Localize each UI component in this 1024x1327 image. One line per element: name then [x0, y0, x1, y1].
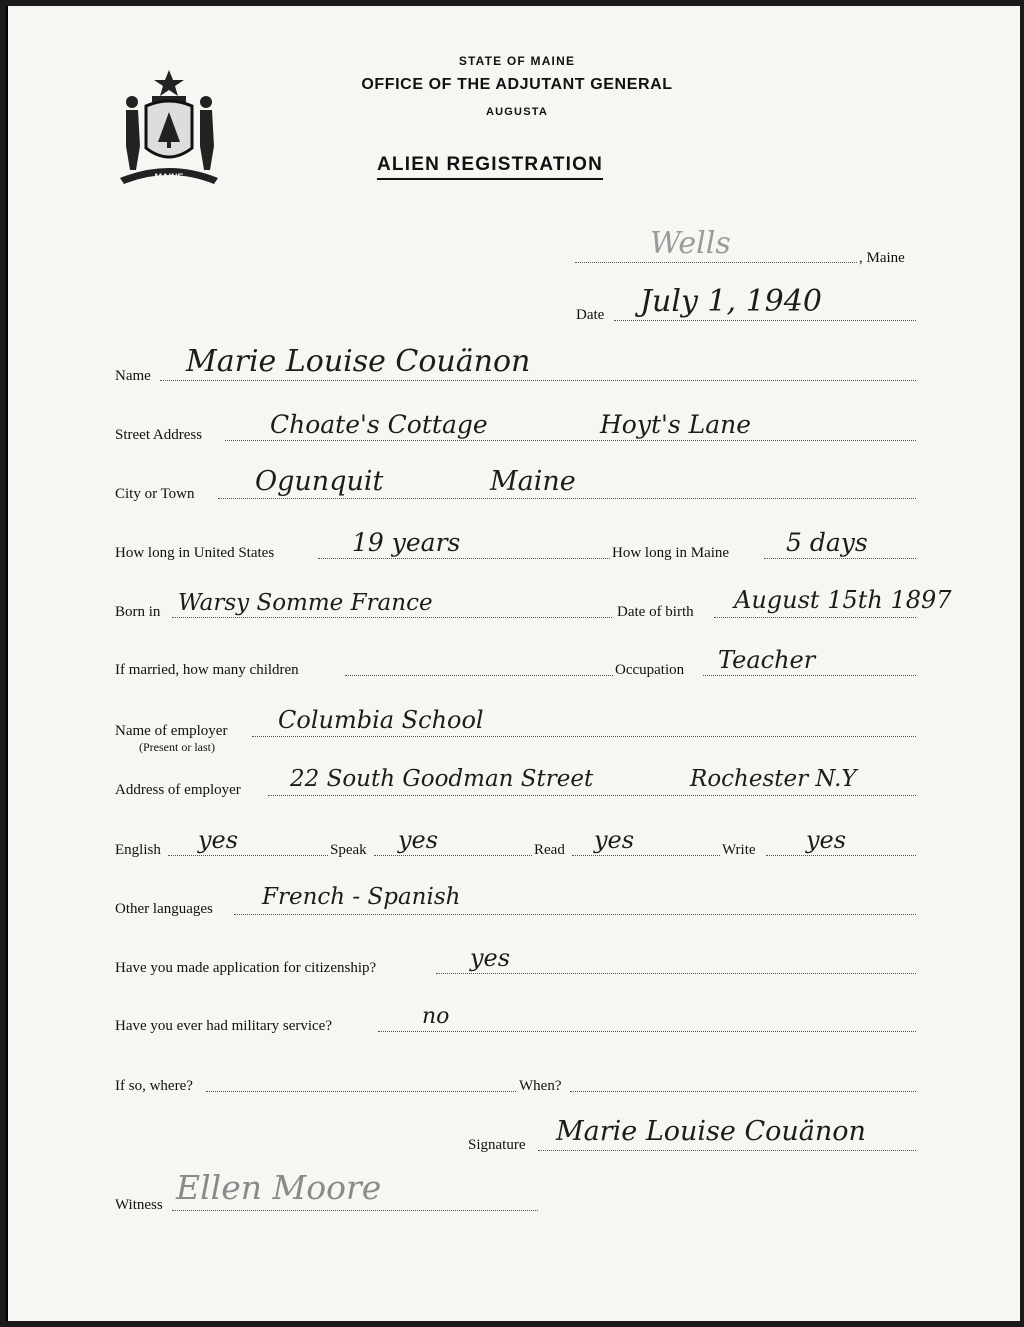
- occupation-line: [703, 675, 916, 676]
- street-line: [225, 440, 916, 441]
- born-in-value: Warsy Somme France: [178, 590, 433, 616]
- other-languages-line: [234, 914, 916, 915]
- citizenship-label: Have you made application for citizenship?: [115, 960, 377, 976]
- military-line: [378, 1031, 916, 1032]
- city-label: City or Town: [115, 486, 195, 502]
- street-label: Street Address: [115, 427, 203, 443]
- date-value: July 1, 1940: [640, 284, 822, 319]
- employer-line: [252, 736, 916, 737]
- name-value: Marie Louise Couänon: [186, 344, 531, 379]
- city-line: [218, 498, 916, 499]
- office-heading: OFFICE OF THE ADJUTANT GENERAL: [361, 76, 673, 93]
- employer-value: Columbia School: [278, 706, 484, 734]
- date-label: Date: [576, 307, 605, 323]
- signature-line: [538, 1150, 916, 1151]
- english-value: yes: [198, 826, 239, 854]
- date-of-birth-label: Date of birth: [617, 604, 694, 620]
- town-line: [575, 262, 857, 263]
- citizenship-value: yes: [470, 944, 511, 972]
- witness-value: Ellen Moore: [176, 1168, 382, 1207]
- english-label: English: [115, 842, 161, 858]
- city-value-2: Maine: [490, 466, 576, 497]
- form-title: ALIEN REGISTRATION: [377, 154, 603, 180]
- witness-label: Witness: [115, 1197, 163, 1213]
- state-heading: STATE OF MAINE: [458, 54, 576, 68]
- military-value: no: [422, 1004, 450, 1029]
- occupation-value: Teacher: [718, 646, 816, 674]
- employer-address-label: Address of employer: [115, 782, 241, 798]
- speak-line: [374, 855, 532, 856]
- other-languages-label: Other languages: [115, 901, 213, 917]
- write-line: [766, 855, 916, 856]
- employer-address-value-2: Rochester N.Y: [690, 766, 857, 792]
- town-value: Wells: [650, 226, 731, 261]
- signature-label: Signature: [468, 1137, 526, 1153]
- other-languages-value: French - Spanish: [262, 884, 461, 910]
- how-long-maine-label: How long in Maine: [612, 545, 730, 561]
- occupation-label: Occupation: [615, 662, 685, 678]
- how-long-us-label: How long in United States: [115, 545, 275, 561]
- signature-value: Marie Louise Couänon: [556, 1116, 866, 1147]
- how-long-us-line: [318, 558, 610, 559]
- city-value-1: Ogunquit: [255, 466, 384, 497]
- date-of-birth-value: August 15th 1897: [734, 586, 952, 614]
- born-in-label: Born in: [115, 604, 161, 620]
- speak-value: yes: [398, 826, 439, 854]
- citizenship-line: [436, 973, 916, 974]
- witness-line: [172, 1210, 538, 1211]
- read-value: yes: [594, 826, 635, 854]
- military-label: Have you ever had military service?: [115, 1018, 332, 1034]
- employer-note: (Present or last): [139, 740, 215, 754]
- date-of-birth-line: [714, 617, 916, 618]
- maine-label: , Maine: [859, 250, 905, 266]
- employer-address-line: [268, 795, 916, 796]
- write-value: yes: [806, 826, 847, 854]
- employer-label: Name of employer: [115, 723, 228, 739]
- how-long-us-value: 19 years: [352, 528, 461, 557]
- how-long-maine-value: 5 days: [786, 528, 868, 557]
- street-value-2: Hoyt's Lane: [600, 410, 752, 439]
- speak-label: Speak: [330, 842, 367, 858]
- name-line: [160, 380, 916, 381]
- read-label: Read: [534, 842, 565, 858]
- when-line: [570, 1091, 916, 1092]
- date-line: [614, 320, 916, 321]
- how-long-maine-line: [764, 558, 916, 559]
- seal-text: MAINE: [154, 172, 184, 182]
- born-in-line: [172, 617, 612, 618]
- city-heading: AUGUSTA: [486, 106, 548, 118]
- read-line: [572, 855, 720, 856]
- married-label: If married, how many children: [115, 662, 299, 678]
- married-line: [345, 675, 613, 676]
- write-label: Write: [722, 842, 756, 858]
- where-label: If so, where?: [115, 1078, 193, 1094]
- english-line: [168, 855, 328, 856]
- street-value-1: Choate's Cottage: [270, 410, 488, 439]
- where-line: [206, 1091, 516, 1092]
- when-label: When?: [519, 1078, 562, 1094]
- name-label: Name: [115, 368, 151, 384]
- employer-address-value-1: 22 South Goodman Street: [290, 766, 594, 792]
